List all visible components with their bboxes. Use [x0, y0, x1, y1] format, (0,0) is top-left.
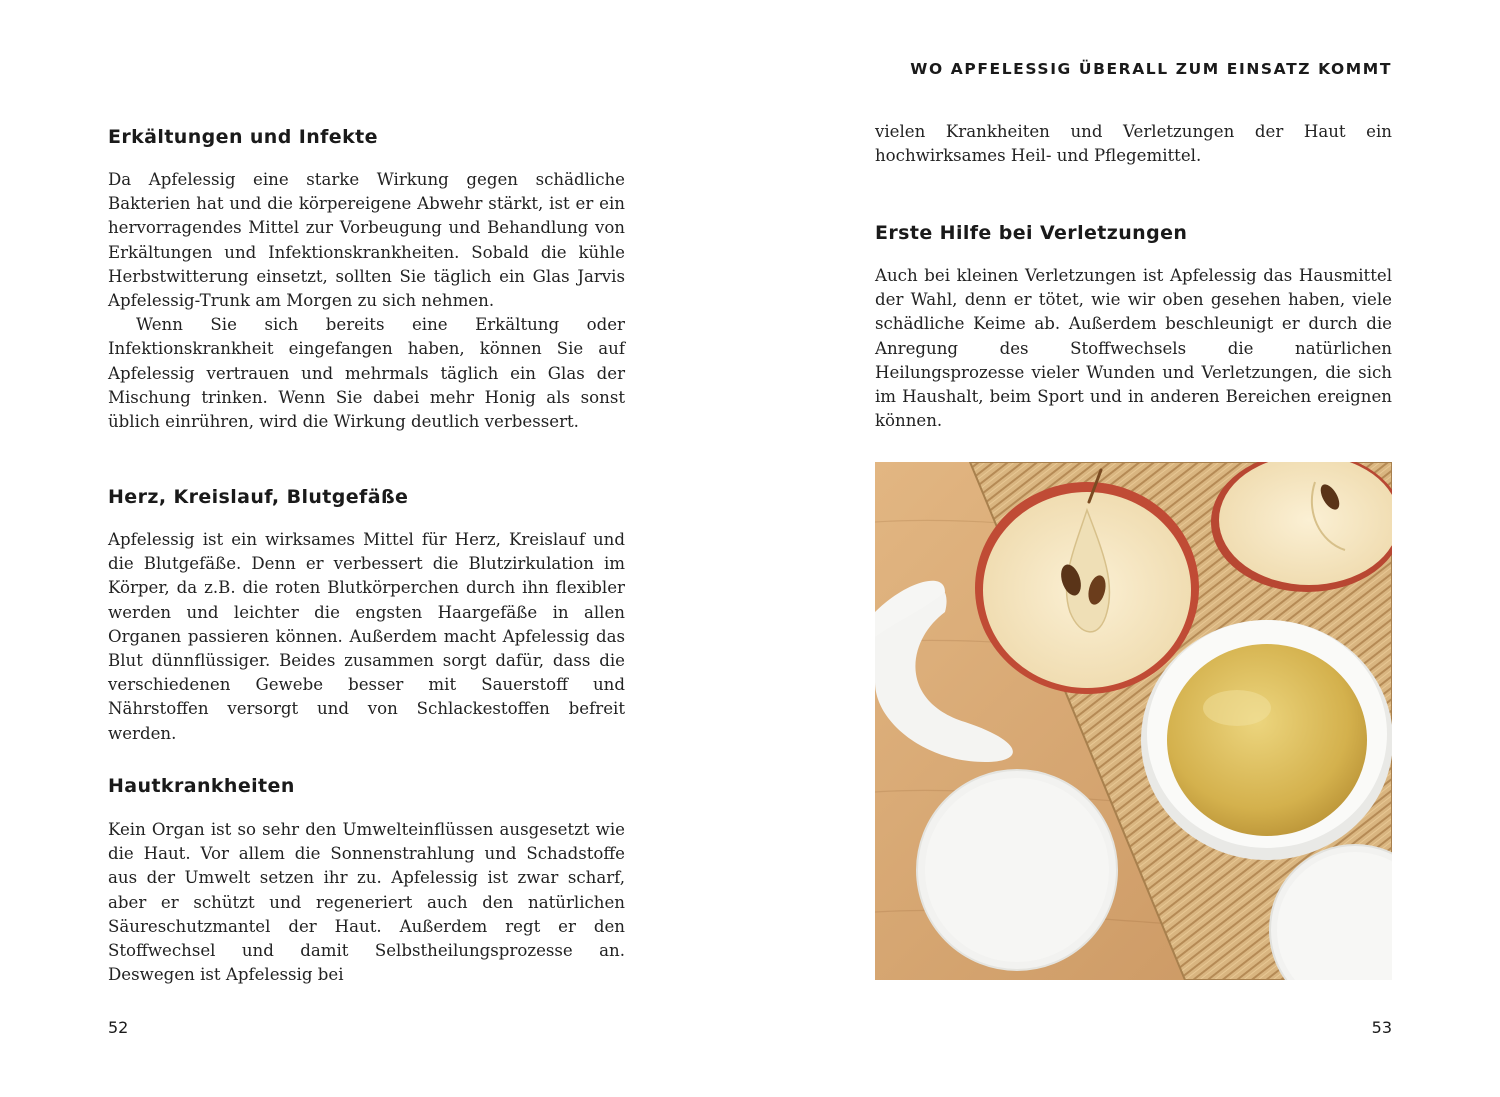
section-heading-erste-hilfe: Erste Hilfe bei Verletzungen — [875, 222, 1188, 244]
vinegar-bowl-icon — [1141, 620, 1392, 860]
running-head: WO APFELESSIG ÜBERALL ZUM EINSATZ KOMMT — [910, 60, 1392, 78]
continuation-text — [875, 120, 1392, 168]
paragraph: Apfelessig ist ein wirksames Mittel für Herz, Kreislauf und die Blutgefäße. Denn er verbessert die Blutzirkulation im Körper, da z.B. die roten Blutkörperchen durch ihn flexibler werden und leichter die engsten Haargefäße in allen Organen passieren können. Außerdem macht Apfelessig das Blut dünnflüssiger. Beides zusammen sorgt dafür, dass die verschiedenen Gewebe besser mit Sauerstoff und Nährstoffen versorgt und von Schlackestoffen befreit werden. — [108, 530, 625, 743]
section-body-hautkrankheiten — [108, 818, 625, 987]
photo-apple-vinegar-cotton-pads — [875, 462, 1392, 980]
page-number-right: 53 — [1371, 1018, 1392, 1037]
page-number-left: 52 — [108, 1018, 129, 1037]
paragraph: Wenn Sie sich bereits eine Erkältung oder Infektionskrankheit eingefangen haben, können Sie auf Apfelessig vertrauen und mehrmals täglich ein Glas der Mischung trinken. Wenn Sie dabei mehr Honig als sonst üblich einrühren, wird die Wirkung deutlich verbessert. — [108, 315, 625, 432]
section-body-herz-kreislauf — [108, 528, 625, 746]
paragraph: Auch bei kleinen Verletzungen ist Apfelessig das Hausmittel der Wahl, denn er tötet, wie wir oben gesehen haben, viele schädliche Keime ab. Außerdem beschleunigt er durch die Anregung des Stoffwechsels die natürlichen Heilungsprozesse vieler Wunden und Verletzungen, die sich im Haushalt, beim Sport und in anderen Bereichen ereignen können. — [875, 266, 1392, 431]
section-heading-herz-kreislauf: Herz, Kreislauf, Blutgefäße — [108, 486, 409, 508]
paragraph: Kein Organ ist so sehr den Umwelteinflüssen ausgesetzt wie die Haut. Vor allem die Sonnenstrahlung und Schadstoffe aus der Umwelt setzen ihr zu. Apfelessig ist zwar scharf, aber er schützt und regeneriert auch den natürlichen Säureschutzmantel der Haut. Außerdem regt er den Stoffwechsel und damit Selbstheilungsprozesse an. Deswegen ist Apfelessig bei — [108, 820, 625, 985]
photo-illustration — [875, 462, 1392, 980]
paragraph: Da Apfelessig eine starke Wirkung gegen schädliche Bakterien hat und die körpereigene Abwehr stärkt, ist er ein hervorragendes Mittel zur Vorbeugung und Behandlung von Erkältungen und Infektionskrankheiten. Sobald die kühle Herbstwitterung einsetzt, sollten Sie täglich ein Glas Jarvis Apfelessig-Trunk am Morgen zu sich nehmen. — [108, 170, 625, 311]
paragraph: vielen Krankheiten und Verletzungen der Haut ein hochwirksames Heil- und Pflegemittel. — [875, 122, 1392, 166]
section-heading-erkaeltungen: Erkältungen und Infekte — [108, 126, 378, 148]
section-body-erkaeltungen — [108, 168, 625, 434]
section-body-erste-hilfe — [875, 264, 1392, 433]
section-heading-hautkrankheiten: Hautkrankheiten — [108, 775, 295, 797]
right-page — [750, 0, 1500, 1097]
